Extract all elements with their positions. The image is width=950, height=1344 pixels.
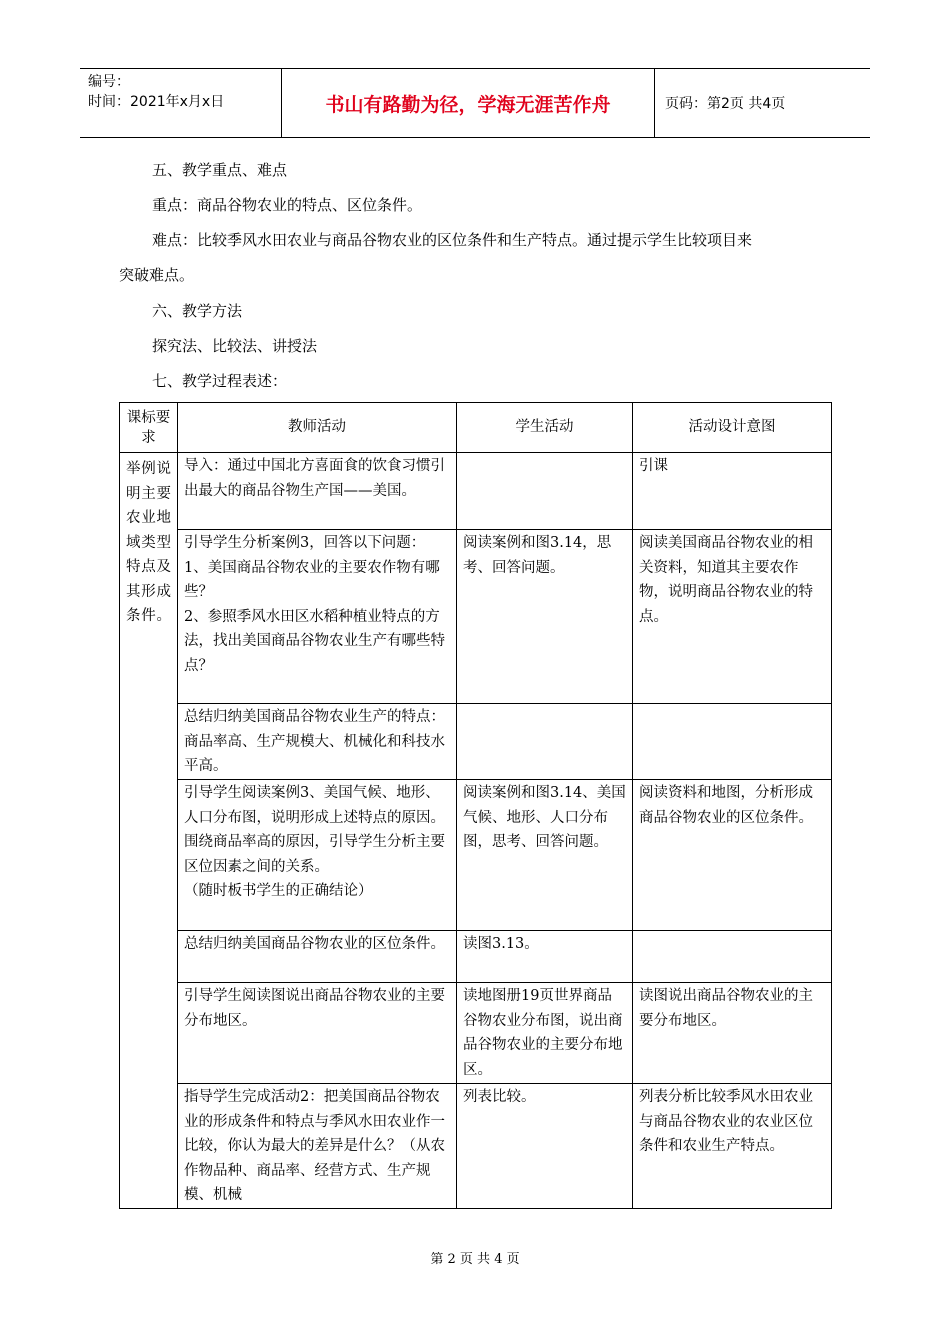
teacher-cell: 引导学生分析案例3，回答以下问题： 1、美国商品谷物农业的主要农作物有哪些？ 2、参照季风水田区水稻种植业特点的方法，找出美国商品谷物农业生产有哪些特点？ [178, 530, 457, 704]
table-row [120, 780, 832, 931]
table-row [120, 704, 832, 780]
key-point: 重点：商品谷物农业的特点、区位条件。 [152, 196, 423, 214]
number-label: 编号： [88, 74, 130, 90]
section6-title: 六、教学方法 [152, 302, 243, 320]
student-cell: 阅读案例和图3.14、美国气候、地形、人口分布图，思考、回答问题。 [457, 780, 633, 931]
difficulty-line1: 难点：比较季风水田农业与商品谷物农业的区位条件和生产特点。通过提示学生比较项目来 [152, 231, 753, 249]
time-label: 时间：2021年x月x日 [88, 94, 225, 110]
header-motto: 书山有路勤为径，学海无涯苦作舟 [282, 69, 655, 137]
table-row [120, 1084, 832, 1209]
page-footer: 第 2 页 共 4 页 [430, 1252, 520, 1267]
intent-cell: 阅读美国商品谷物农业的相关资料，知道其主要农作物，说明商品谷物农业的特点。 [633, 530, 832, 704]
intent-cell [633, 931, 832, 983]
intent-cell: 列表分析比较季风水田农业与商品谷物农业的农业区位条件和农业生产特点。 [633, 1084, 832, 1209]
intent-cell: 阅读资料和地图，分析形成商品谷物农业的区位条件。 [633, 780, 832, 931]
teacher-cell: 指导学生完成活动2：把美国商品谷物农业的形成条件和特点与季风水田农业作一比较，你认为最大的差异是什么？（从农作物品种、商品率、经营方式、生产规模、机械 [178, 1084, 457, 1209]
teacher-cell: 引导学生阅读案例3、美国气候、地形、人口分布图，说明形成上述特点的原因。 围绕商品率高的原因，引导学生分析主要区位因素之间的关系。 （随时板书学生的正确结论） [178, 780, 457, 931]
requirement-cell: 举例说明主要农业地域类型特点及其形成条件。 [120, 453, 178, 1209]
header-page-label: 页码：第2页 共4页 [665, 96, 786, 112]
difficulty-line2: 突破难点。 [119, 266, 195, 284]
student-cell: 列表比较。 [457, 1084, 633, 1209]
methods: 探究法、比较法、讲授法 [152, 337, 318, 355]
page-header [80, 68, 870, 138]
section5-title: 五、教学重点、难点 [152, 161, 288, 179]
teacher-cell: 引导学生阅读图说出商品谷物农业的主要分布地区。 [178, 983, 457, 1084]
teacher-cell: 总结归纳美国商品谷物农业的区位条件。 [178, 931, 457, 983]
student-cell: 读图3.13。 [457, 931, 633, 983]
student-cell: 读地图册19页世界商品谷物农业分布图，说出商品谷物农业的主要分布地区。 [457, 983, 633, 1084]
table-row [120, 453, 832, 530]
intent-cell [633, 704, 832, 780]
header-requirement: 课标要求 [120, 403, 178, 453]
student-cell [457, 704, 633, 780]
header-info [80, 69, 282, 137]
intent-cell: 读图说出商品谷物农业的主要分布地区。 [633, 983, 832, 1084]
table-header-row [120, 403, 832, 453]
table-row [120, 983, 832, 1084]
student-cell: 阅读案例和图3.14，思考、回答问题。 [457, 530, 633, 704]
header-teacher: 教师活动 [178, 403, 457, 453]
section7-title: 七、教学过程表述： [152, 372, 288, 390]
intent-cell: 引课 [633, 453, 832, 530]
teacher-cell: 总结归纳美国商品谷物农业生产的特点：商品率高、生产规模大、机械化和科技水平高。 [178, 704, 457, 780]
teacher-cell: 导入：通过中国北方喜面食的饮食习惯引出最大的商品谷物生产国——美国。 [178, 453, 457, 530]
header-intent: 活动设计意图 [633, 403, 832, 453]
student-cell [457, 453, 633, 530]
header-student: 学生活动 [457, 403, 633, 453]
teaching-process-table [119, 402, 832, 1209]
table-row [120, 530, 832, 704]
table-row [120, 931, 832, 983]
